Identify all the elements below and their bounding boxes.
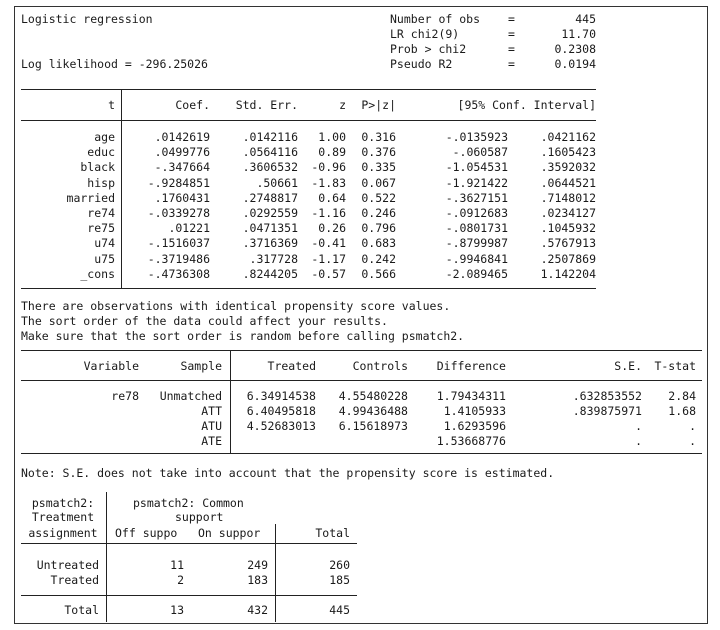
- cell-controls: 4.55480228: [338, 389, 408, 403]
- col-header-sample: Sample: [180, 359, 222, 373]
- cell-p: 0.796: [361, 221, 396, 236]
- cell-z: -0.57: [311, 266, 346, 281]
- cell-coef: -.4736308: [147, 266, 210, 281]
- col-header-se: Std. Err.: [235, 98, 298, 112]
- cell-ci-high: .1045932: [540, 221, 596, 236]
- se-note: Note: S.E. does not take into account that the propensity score is estimated.: [21, 466, 555, 480]
- cell-ci-low: -.0135923: [445, 130, 508, 144]
- cell-total: 445: [329, 603, 350, 617]
- cell-ci-high: .7148012: [540, 190, 596, 205]
- table-rule: [21, 595, 357, 596]
- cell-coef: -.3719486: [147, 251, 210, 266]
- row-label: Treated: [50, 573, 99, 587]
- note-line: The sort order of the data could affect your results.: [21, 314, 388, 328]
- cell-z: -0.41: [311, 236, 346, 251]
- cell-p: 0.316: [361, 130, 396, 144]
- row-variable: u75: [94, 251, 115, 266]
- cell-coef: .0142619: [154, 130, 210, 144]
- cell-ci-high: .1605423: [540, 145, 596, 160]
- stat-value: 11.70: [561, 27, 596, 41]
- table-rule: [21, 453, 702, 454]
- cell-p: 0.683: [361, 236, 396, 251]
- cell-ci-high: .0421162: [540, 130, 596, 144]
- table-divider: [230, 350, 231, 453]
- stat-eq: =: [508, 12, 515, 26]
- stat-value: 0.2308: [554, 42, 596, 56]
- cell-z: 0.89: [318, 145, 346, 160]
- cell-p: 0.335: [361, 160, 396, 175]
- stat-eq: =: [508, 57, 515, 71]
- cell-coef: -.9284851: [147, 175, 210, 190]
- row-variable: educ: [87, 145, 115, 160]
- cell-ci-low: -.0912683: [445, 206, 508, 220]
- cell-ci-high: 1.142204: [540, 266, 596, 281]
- cell-treated: 4.52683013: [246, 419, 316, 433]
- cell-coef: -.347664: [154, 160, 210, 175]
- table-rule: [21, 350, 702, 351]
- cell-se: .2748817: [242, 190, 298, 205]
- cell-p: 0.242: [361, 251, 396, 266]
- cell-se: .: [635, 434, 642, 448]
- cell-ci-low: -.060587: [452, 145, 508, 160]
- cell-ci-low: -.9946841: [445, 251, 508, 266]
- stat-eq: =: [508, 27, 515, 41]
- cell-z: -0.96: [311, 160, 346, 175]
- cell-ci-high: .5767913: [540, 236, 596, 251]
- stat-value: 445: [575, 12, 596, 26]
- table-divider: [275, 524, 276, 622]
- row-header: assignment: [28, 526, 98, 540]
- row-variable: age: [94, 130, 115, 144]
- cell-z: -1.83: [311, 175, 346, 190]
- cell-tstat: .: [689, 434, 696, 448]
- row-sample: ATE: [201, 434, 222, 448]
- row-header: Treatment: [31, 510, 95, 524]
- cell-tstat: .: [689, 419, 696, 433]
- cell-p: 0.246: [361, 206, 396, 220]
- cell-se: .317728: [249, 251, 298, 266]
- col-header-t: t: [108, 98, 115, 112]
- row-variable: _cons: [80, 266, 115, 281]
- cell-controls: 4.99436488: [338, 404, 408, 418]
- cell-off: 11: [170, 558, 184, 572]
- note-line: There are observations with identical propensity score values.: [21, 299, 451, 313]
- cell-se: .50661: [256, 175, 298, 190]
- cell-se: .8244205: [242, 266, 298, 281]
- col-header-variable: Variable: [83, 359, 139, 373]
- cell-ci-low: -1.054531: [445, 160, 508, 175]
- row-sample: Unmatched: [159, 389, 222, 403]
- cell-controls: 6.15618973: [338, 419, 408, 433]
- cell-treated: 6.40495818: [246, 404, 316, 418]
- cell-z: 0.26: [318, 221, 346, 236]
- cell-z: 0.64: [318, 190, 346, 205]
- cell-tstat: 2.84: [668, 389, 696, 403]
- col-header-tstat: T-stat: [654, 359, 696, 373]
- col-header-total: Total: [315, 526, 350, 540]
- stat-label: Pseudo R2: [390, 57, 453, 71]
- regression-title: Logistic regression: [21, 12, 153, 26]
- cell-on: 183: [247, 573, 268, 587]
- col-header-on: On suppor: [198, 526, 261, 540]
- cell-se: .0564116: [242, 145, 298, 160]
- row-variable: re74: [87, 206, 115, 220]
- cell-coef: -.1516037: [147, 236, 210, 251]
- cell-difference: 1.4105933: [443, 404, 506, 418]
- cell-ci-low: -.8799987: [445, 236, 508, 251]
- cell-ci-low: -.0801731: [445, 221, 508, 236]
- cell-z: -1.16: [311, 206, 346, 220]
- row-label: Total: [64, 603, 99, 617]
- cell-coef: .1760431: [154, 190, 210, 205]
- cell-coef: -.0339278: [147, 206, 210, 220]
- row-sample: ATU: [201, 419, 222, 433]
- cell-ci-high: .0234127: [540, 206, 596, 220]
- col-header-controls: Controls: [352, 359, 408, 373]
- row-header: psmatch2:: [31, 496, 95, 510]
- cell-off: 2: [177, 573, 184, 587]
- cell-p: 0.522: [361, 190, 396, 205]
- cell-se: .3716369: [242, 236, 298, 251]
- log-likelihood: Log likelihood = -296.25026: [21, 57, 208, 71]
- table-rule: [21, 380, 702, 381]
- cell-se: .0471351: [242, 221, 298, 236]
- cell-ci-low: -1.921422: [445, 175, 508, 190]
- cell-z: 1.00: [318, 130, 346, 144]
- col-header-off: Off suppo: [115, 526, 178, 540]
- col-group-header: support: [175, 510, 224, 524]
- stat-label: Number of obs: [390, 12, 481, 26]
- cell-p: 0.566: [361, 266, 396, 281]
- row-sample: ATT: [201, 404, 222, 418]
- row-variable: re75: [87, 221, 115, 236]
- stat-label: Prob > chi2: [390, 42, 467, 56]
- cell-p: 0.376: [361, 145, 396, 160]
- table-divider: [106, 492, 107, 622]
- cell-on: 432: [247, 603, 268, 617]
- cell-p: 0.067: [361, 175, 396, 190]
- col-header-difference: Difference: [436, 359, 506, 373]
- cell-coef: .0499776: [154, 145, 210, 160]
- stat-label: LR chi2(9): [390, 27, 460, 41]
- note-line: Make sure that the sort order is random before calling psmatch2.: [21, 329, 465, 343]
- col-header-ci: [95% Conf. Interval]: [457, 98, 596, 112]
- cell-total: 185: [329, 573, 350, 587]
- cell-tstat: 1.68: [668, 404, 696, 418]
- row-variable: re78: [111, 389, 139, 403]
- cell-off: 13: [170, 603, 184, 617]
- col-header-p: P>|z|: [361, 98, 396, 112]
- row-variable: hisp: [87, 175, 115, 190]
- row-variable: u74: [94, 236, 115, 251]
- cell-z: -1.17: [311, 251, 346, 266]
- cell-ci-high: .0644521: [540, 175, 596, 190]
- row-variable: black: [80, 160, 115, 175]
- cell-total: 260: [329, 558, 350, 572]
- cell-ci-high: .2507869: [540, 251, 596, 266]
- table-rule: [21, 120, 596, 121]
- cell-se: .: [635, 419, 642, 433]
- cell-se: .839875971: [572, 404, 642, 418]
- row-label: Untreated: [36, 558, 99, 572]
- cell-on: 249: [247, 558, 268, 572]
- cell-difference: 1.53668776: [436, 434, 506, 448]
- cell-difference: 1.6293596: [443, 419, 506, 433]
- cell-ci-low: -2.089465: [445, 266, 508, 281]
- table-rule: [21, 288, 596, 289]
- col-group-header: psmatch2: Common: [133, 496, 244, 510]
- cell-se: .632853552: [572, 389, 642, 403]
- col-header-coef: Coef.: [175, 98, 210, 112]
- cell-difference: 1.79434311: [436, 389, 506, 403]
- cell-ci-low: -.3627151: [445, 190, 508, 205]
- col-header-z: z: [339, 98, 346, 112]
- table-rule: [21, 543, 357, 544]
- cell-se: .3606532: [242, 160, 298, 175]
- cell-se: .0142116: [242, 130, 298, 144]
- table-divider: [121, 89, 122, 288]
- col-header-treated: Treated: [267, 359, 316, 373]
- cell-ci-high: .3592032: [540, 160, 596, 175]
- stat-eq: =: [508, 42, 515, 56]
- cell-se: .0292559: [242, 206, 298, 220]
- row-variable: married: [66, 190, 115, 205]
- table-rule: [21, 89, 596, 90]
- col-header-se: S.E.: [614, 359, 642, 373]
- cell-coef: .01221: [168, 221, 210, 236]
- cell-treated: 6.34914538: [246, 389, 316, 403]
- stat-value: 0.0194: [554, 57, 596, 71]
